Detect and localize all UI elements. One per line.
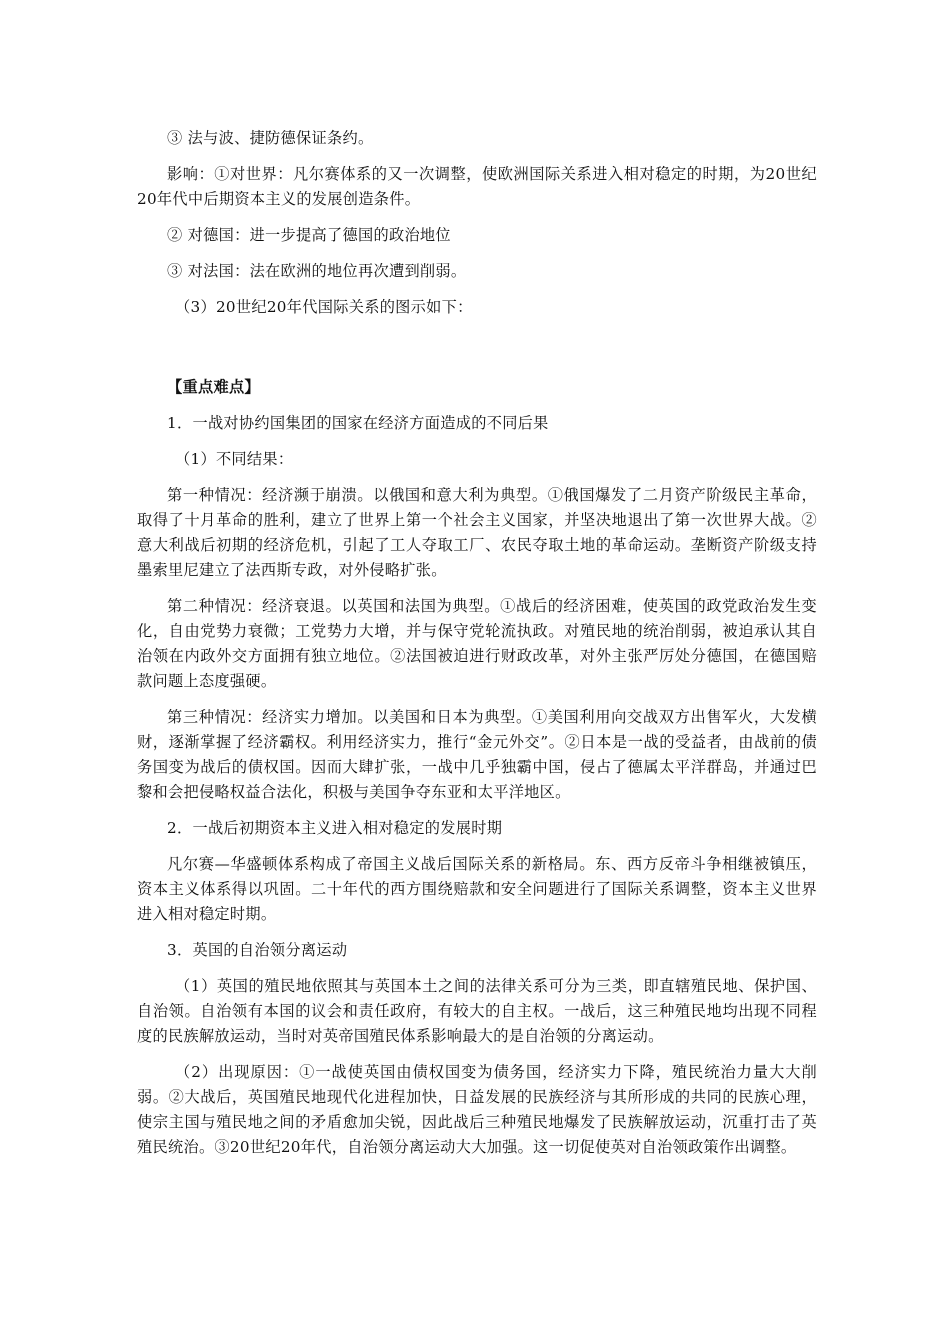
section-heading: 【重点难点】 — [167, 378, 260, 396]
paragraph-diagram-intro: （3）20世纪20年代国际关系的图示如下： — [175, 298, 473, 316]
paragraph-topic-1: 1．一战对协约国集团的国家在经济方面造成的不同后果 — [167, 414, 549, 432]
paragraph-results-label: （1）不同结果： — [175, 450, 294, 468]
paragraph-impact-germany: ② 对德国：进一步提高了德国的政治地位 — [167, 226, 451, 244]
paragraph-treaty-item: ③ 法与波、捷防德保证条约。 — [167, 129, 374, 147]
paragraph-topic-3: 3．英国的自治领分离运动 — [167, 941, 348, 959]
paragraph-case-3: 第三种情况：经济实力增加。以美国和日本为典型。①美国利用向交战双方出售军火，大发横财，逐渐掌握了经济霸权。利用经济实力，推行“金元外交”。②日本是一战的受益者，由战前的债务国变为战后的债权国。因而大肆扩张，一战中几乎独霸中国，侵占了德属太平洋群岛，并通过巴黎和会把侵略权益合法化，积极与美国争夺东亚和太平洋地区。 — [137, 708, 817, 801]
paragraph-impact-world: 影响：①对世界：凡尔赛体系的又一次调整，使欧洲国际关系进入相对稳定的时期，为20世纪20年代中后期资本主义的发展创造条件。 — [137, 165, 817, 208]
paragraph-case-2: 第二种情况：经济衰退。以英国和法国为典型。①战后的经济困难，使英国的政党政治发生变化，自由党势力衰微；工党势力大增，并与保守党轮流执政。对殖民地的统治削弱，被迫承认其自治领在内政外交方面拥有独立地位。②法国被迫进行财政改革，对外主张严厉处分德国，在德国赔款问题上态度强硬。 — [137, 597, 817, 690]
paragraph-impact-france: ③ 对法国：法在欧洲的地位再次遭到削弱。 — [167, 262, 467, 280]
paragraph-case-1: 第一种情况：经济濒于崩溃。以俄国和意大利为典型。①俄国爆发了二月资产阶级民主革命，取得了十月革命的胜利，建立了世界上第一个社会主义国家，并坚决地退出了第一次世界大战。②意大利战后初期的经济危机，引起了工人夺取工厂、农民夺取土地的革命运动。垄断资产阶级支持墨索里尼建立了法西斯专政，对外侵略扩张。 — [137, 486, 817, 579]
paragraph-stability: 凡尔赛—华盛顿体系构成了帝国主义战后国际关系的新格局。东、西方反帝斗争相继被镇压，资本主义体系得以巩固。二十年代的西方围绕赔款和安全问题进行了国际关系调整，资本主义世界进入相对稳定时期。 — [137, 855, 817, 923]
paragraph-topic-2: 2．一战后初期资本主义进入相对稳定的发展时期 — [167, 819, 503, 837]
paragraph-causes: （2）出现原因：①一战使英国由债权国变为债务国，经济实力下降，殖民统治力量大大削弱。②大战后，英国殖民地现代化进程加快，日益发展的民族经济与其所形成的共同的民族心理，使宗主国与殖民地之间的矛盾愈加尖锐，因此战后三种殖民地爆发了民族解放运动，沉重打击了英殖民统治。③20世纪20年代，自治领分离运动大大加强。这一切促使英对自治领政策作出调整。 — [137, 1063, 817, 1156]
paragraph-colony-types: （1）英国的殖民地依照其与英国本土之间的法律关系可分为三类，即直辖殖民地、保护国、自治领。自治领有本国的议会和责任政府，有较大的自主权。一战后，这三种殖民地均出现不同程度的民族解放运动，当时对英帝国殖民体系影响最大的是自治领的分离运动。 — [137, 977, 817, 1045]
diagram-placeholder — [137, 331, 817, 375]
document-body — [137, 126, 817, 1171]
